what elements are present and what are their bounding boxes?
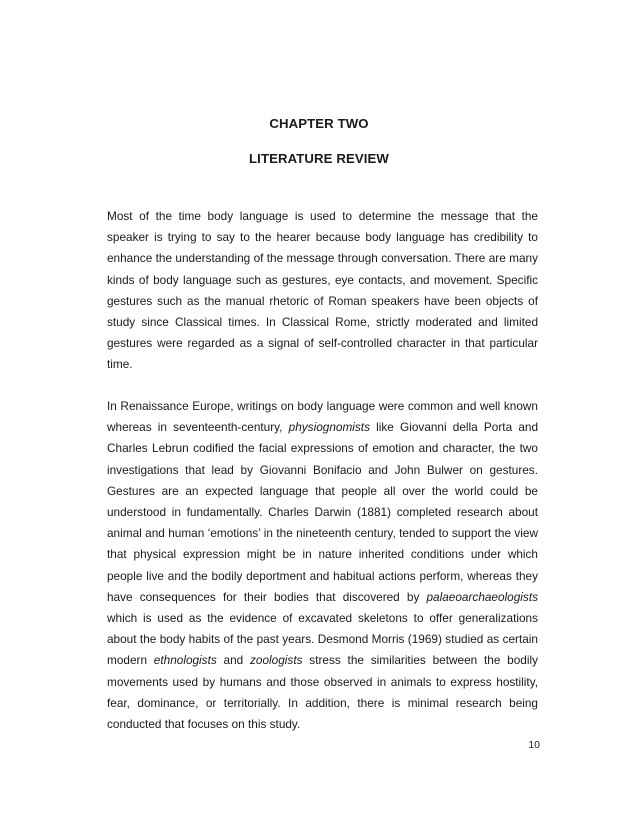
italic-term-palaeoarchaeologists: palaeoarchaeologists bbox=[426, 589, 538, 604]
italic-term-zoologists: zoologists bbox=[250, 653, 303, 668]
italic-term-ethnologists: ethnologists bbox=[153, 653, 217, 668]
italic-term-physiognomists: physiognomists bbox=[288, 420, 370, 435]
paragraph-2-text: which is used as the evidence of excavated skeletons to offer generalizations about the body habits of the past years. Desmond Morris (1969) studied as certain modern bbox=[107, 611, 538, 668]
paragraph-2-text: and bbox=[216, 653, 251, 668]
paragraph-2-text: In Renaissance Europe, writings on body language were common and well known whereas in seventeenth-century, bbox=[107, 399, 538, 435]
paragraph-2-text: like Giovanni della Porta and Charles Lebrun codified the facial expressions of emotion and character, the two investigations that lead by Giovanni Bonifacio and John Bulwer on gestures. Gestures are an expected language that people all over the world could be understood in fundamentally. Charles Darwin (1881) completed research about animal and human ‘emotions’ in the nineteenth century, tended to support the view that physical expression might be in nature inherited conditions under which people live and the bodily deportment and habitual actions perform, whereas they have consequences for their bodies that discovered by bbox=[107, 420, 539, 604]
paragraph-2-text: stress the similarities between the bodily movements used by humans and those observed in animals to express hostility, fear, dominance, or territorially. In addition, there is minimal research being conducted that focuses on this study. bbox=[107, 653, 538, 732]
page-number: 10 bbox=[528, 739, 540, 751]
chapter-title: CHAPTER TWO bbox=[269, 116, 369, 131]
paragraph-1: Most of the time body language is used to determine the message that the speaker is trying to say to the hearer because body language has credibility to enhance the understanding of the message through conversation. There are many kinds of body language such as gestures, eye contacts, and movement. Specific gestures such as the manual rhetoric of Roman speakers have been objects of study since Classical times. In Classical Rome, strictly moderated and limited gestures were regarded as a signal of self-controlled character in that particular time. bbox=[107, 209, 538, 372]
section-title: LITERATURE REVIEW bbox=[249, 151, 389, 166]
paragraph-2 bbox=[107, 396, 538, 735]
